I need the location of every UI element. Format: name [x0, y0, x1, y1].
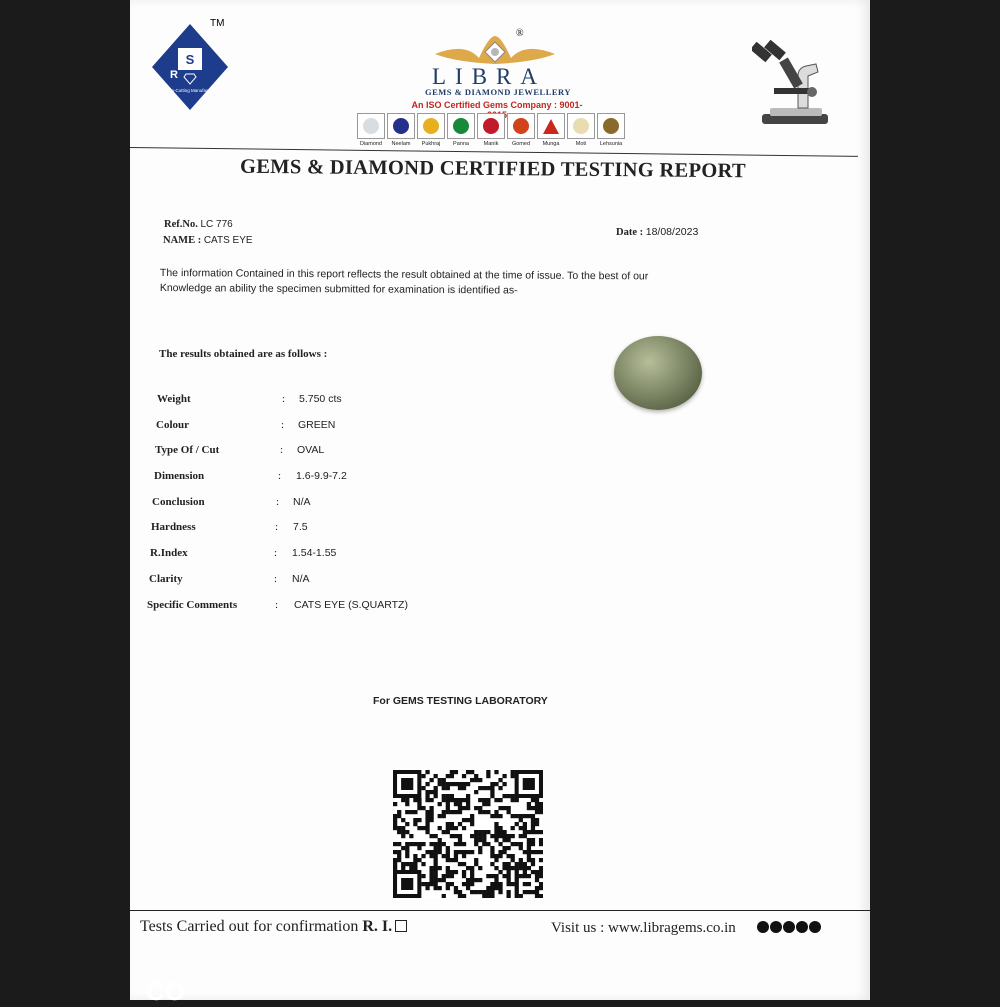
ref-label: Ref.No.	[164, 219, 198, 230]
ref-value: LC 776	[200, 219, 233, 230]
instagram-icon	[783, 921, 795, 933]
gem-manik	[477, 113, 505, 147]
report-title: GEMS & DIAMOND CERTIFIED TESTING REPORT	[239, 155, 747, 183]
field-value: GREEN	[298, 419, 336, 431]
trademark-symbol: TM	[210, 18, 225, 29]
field-value: OVAL	[297, 444, 325, 456]
gem-label: Manik	[483, 141, 499, 147]
field-colon: :	[275, 599, 279, 611]
gemstone-photo	[614, 336, 702, 410]
sr-letter-r: R	[170, 69, 178, 81]
gem-moti	[567, 113, 595, 147]
youtube-icon	[796, 921, 808, 933]
field-colon: :	[281, 419, 285, 431]
field-label: Clarity	[149, 573, 183, 585]
brand-name: LIBRA	[432, 64, 546, 89]
specimen-name	[163, 235, 253, 246]
field-colon: :	[274, 547, 278, 559]
panna-icon	[453, 118, 469, 134]
field-label: Dimension	[154, 470, 205, 482]
microscope-icon	[752, 38, 832, 133]
ref-no	[164, 219, 233, 230]
date-label: Date :	[616, 227, 644, 238]
field-value: N/A	[293, 496, 311, 508]
date-value: 18/08/2023	[645, 226, 699, 238]
sr-gem-cutting-logo	[150, 22, 230, 119]
field-label: Colour	[156, 419, 189, 431]
report-date	[616, 226, 698, 238]
field-label: Weight	[157, 393, 191, 405]
field-colon: :	[276, 496, 280, 508]
field-label: Conclusion	[152, 496, 205, 508]
field-value: 1.6-9.9-7.2	[296, 470, 347, 482]
facebook-icon	[757, 921, 769, 933]
sr-letter-s: S	[185, 52, 195, 67]
tests-carried-out	[140, 918, 407, 936]
gemstone-strip	[357, 113, 625, 147]
moti-icon	[573, 118, 589, 134]
gem-munga	[537, 113, 565, 147]
brand-subtitle: GEMS & DIAMOND JEWELLERY	[424, 87, 572, 97]
gem-pukhraj	[417, 113, 445, 147]
gem-label: Gomed	[511, 141, 531, 147]
registered-mark: ®	[516, 28, 524, 39]
gem-lehsunia	[597, 113, 625, 147]
gem-diamond	[357, 113, 385, 147]
field-label: Type Of / Cut	[155, 444, 220, 456]
field-value: 5.750 cts	[299, 393, 342, 405]
footer-divider	[130, 910, 870, 911]
field-value: 1.54-1.55	[292, 547, 337, 559]
lehsunia-icon	[603, 118, 619, 134]
munga-icon	[543, 119, 559, 134]
whatsapp-icon	[770, 921, 782, 933]
name-value: CATS EYE	[203, 235, 253, 246]
field-colon: :	[282, 393, 286, 405]
field-label: R.Index	[150, 547, 188, 559]
gem-label: Moti	[575, 141, 587, 147]
checkbox-icon	[395, 920, 407, 932]
lab-signature-line: For GEMS TESTING LABORATORY	[373, 695, 548, 707]
iso-certification-line: An ISO Certified Gems Company : 9001-	[411, 100, 583, 110]
neelam-icon	[393, 118, 409, 134]
tests-method: R. I.	[362, 918, 393, 935]
name-label: NAME :	[163, 235, 202, 246]
intro-line-1: The information Contained in this report reflects the result obtained at the time of issue. To the best of our	[159, 266, 649, 283]
gem-label: Munga	[542, 141, 560, 147]
threads-icon	[809, 921, 821, 933]
gem-label: Neelam	[391, 141, 411, 147]
field-value: N/A	[292, 573, 310, 585]
field-colon: :	[278, 470, 282, 482]
field-label: Hardness	[151, 521, 196, 533]
field-colon: :	[280, 444, 284, 456]
field-label: Specific Comments	[147, 599, 238, 611]
field-value: CATS EYE (S.QUARTZ)	[294, 599, 408, 611]
gomed-icon	[513, 118, 529, 134]
sr-tagline: Gem-n-Cutting Manufacturers	[160, 88, 220, 93]
gem-label: Diamond	[359, 141, 382, 147]
tests-text: Tests Carried out for confirmation	[140, 918, 359, 935]
field-colon: :	[275, 521, 279, 533]
gem-gomed	[507, 113, 535, 147]
qr-code	[393, 770, 543, 903]
gem-neelam	[387, 113, 415, 147]
gem-panna	[447, 113, 475, 147]
manik-icon	[483, 118, 499, 134]
gem-label: Panna	[453, 141, 469, 147]
results-heading: The results obtained are as follows :	[159, 348, 328, 360]
website-line: Visit us : www.libragems.co.in	[551, 920, 736, 936]
intro-line-2: Knowledge an ability the specimen submitted for examination is identified as-	[159, 281, 518, 297]
gem-label: Lehsunia	[599, 141, 623, 147]
intro-paragraph	[160, 266, 760, 300]
social-icons	[757, 921, 821, 933]
field-colon: :	[274, 573, 278, 585]
stray-mark: CO	[146, 976, 185, 1006]
diamond-icon	[363, 118, 379, 134]
gem-label: Pukhraj	[421, 141, 441, 147]
pukhraj-icon	[423, 118, 439, 134]
field-value: 7.5	[293, 521, 308, 533]
